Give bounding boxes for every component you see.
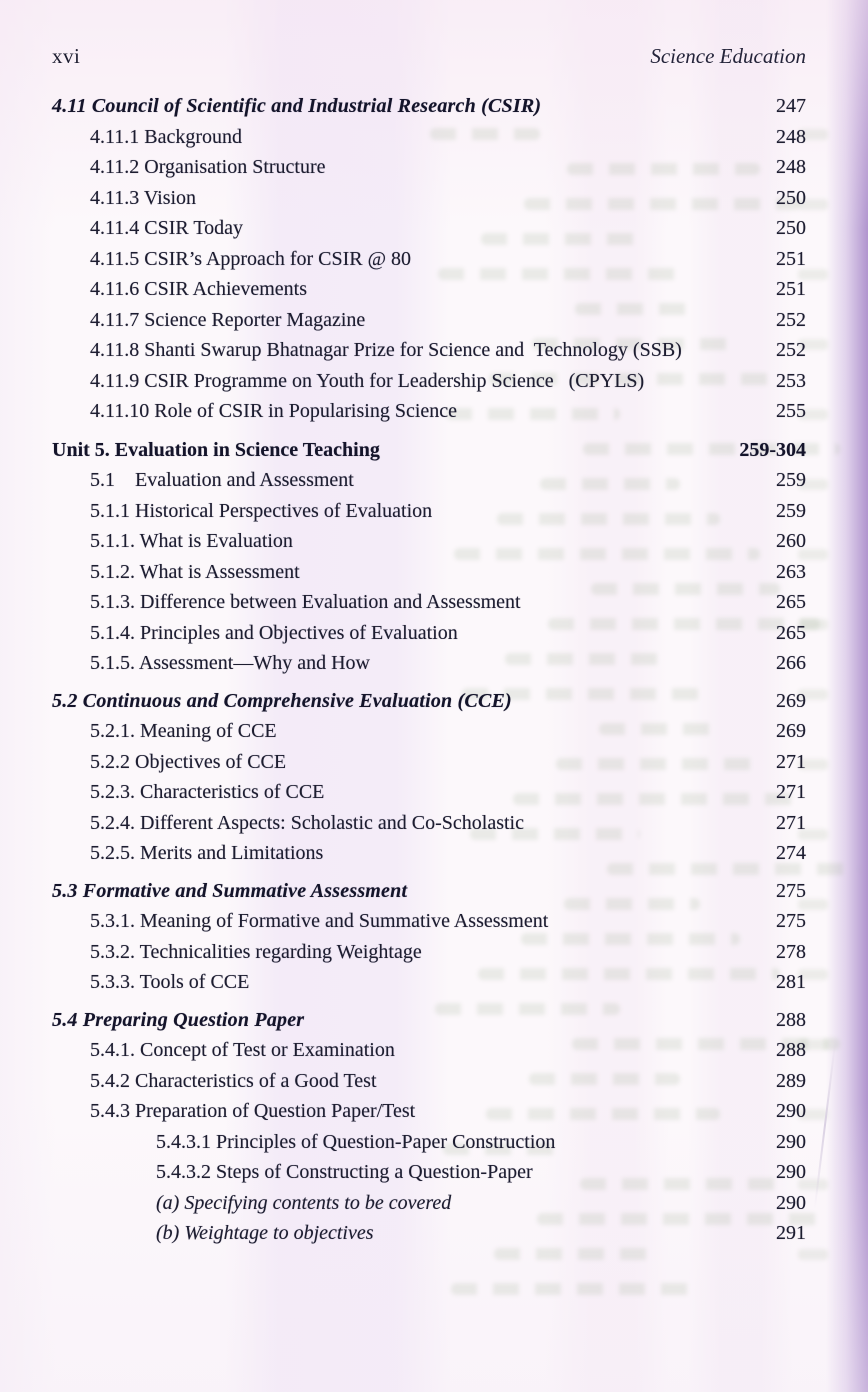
toc-entry-page-number: 290 (776, 1100, 806, 1122)
bleedthrough-line (494, 1248, 660, 1260)
toc-entry (52, 305, 806, 336)
toc-entry-title: 5.1.3. Difference between Evaluation and Assessment (90, 591, 521, 613)
toc-entry-page-number: 247 (776, 95, 806, 117)
toc-entry (52, 396, 806, 427)
toc-entry-page-number: 253 (776, 369, 806, 392)
toc-entry (52, 808, 806, 839)
toc-entry-page-number: 271 (776, 750, 806, 773)
toc-entry-page-number: 265 (776, 621, 806, 644)
toc-entry-page-number: 290 (776, 1191, 806, 1214)
toc-entry-title: 5.1.1 Historical Perspectives of Evaluation (90, 499, 433, 522)
toc-entry-title: 5.1.5. Assessment—Why and How (90, 652, 370, 674)
toc-entry-title: 5.3.3. Tools of CCE (90, 971, 250, 993)
toc-entry-title: 5.2.5. Merits and Limitations (90, 842, 324, 864)
toc-entry-title: (a) Specifying contents to be covered (156, 1191, 452, 1214)
toc-entry (52, 91, 806, 122)
toc-entry-title: 5.4 Preparing Question Paper (52, 1008, 305, 1031)
toc-entry (52, 1035, 806, 1066)
toc-entry (52, 648, 806, 679)
toc-entry (52, 747, 806, 778)
toc-entry-page-number: 255 (776, 400, 806, 422)
toc-entry-page-number: 269 (776, 689, 806, 712)
toc-entry (52, 465, 806, 496)
toc-entry-title: Unit 5. Evaluation in Science Teaching (52, 438, 380, 461)
toc-entry-page-number: 248 (776, 156, 806, 178)
toc-entry-title: 4.11.6 CSIR Achievements (90, 278, 308, 300)
toc-entry (52, 618, 806, 649)
toc-entry-page-number: 291 (776, 1222, 806, 1244)
toc-entry (52, 937, 806, 968)
bleedthrough-line (451, 1283, 700, 1295)
toc-entry (52, 1005, 806, 1036)
toc-entry-page-number: 290 (776, 1130, 806, 1153)
toc-entry-page-number: 251 (776, 278, 806, 300)
toc-entry-page-number: 250 (776, 217, 806, 239)
toc-entry-page-number: 259 (776, 499, 806, 522)
table-of-contents (52, 91, 806, 1249)
toc-entry (52, 587, 806, 618)
toc-entry-title: 5.2 Continuous and Comprehensive Evaluation (CCE) (52, 689, 512, 712)
toc-entry-page-number: 250 (776, 186, 806, 209)
scan-crease-artifact (814, 1041, 837, 1210)
toc-entry-page-number: 271 (776, 811, 806, 834)
toc-entry-title: 4.11.9 CSIR Programme on Youth for Leadership Science (CPYLS) (90, 369, 645, 392)
toc-entry (52, 274, 806, 305)
toc-entry-page-number: 269 (776, 720, 806, 742)
toc-entry-page-number: 278 (776, 940, 806, 963)
toc-entry (52, 213, 806, 244)
toc-entry (52, 435, 806, 466)
toc-entry (52, 244, 806, 275)
toc-entry-page-number: 289 (776, 1069, 806, 1092)
toc-entry-title: 5.4.3.1 Principles of Question-Paper Construction (156, 1130, 556, 1153)
toc-entry-page-number: 263 (776, 560, 806, 583)
toc-entry (52, 1127, 806, 1158)
page-number-folio: xvi (52, 44, 81, 68)
toc-entry-title: 5.3.2. Technicalities regarding Weightage (90, 940, 422, 963)
toc-entry (52, 152, 806, 183)
toc-entry-title: 5.1 Evaluation and Assessment (90, 469, 354, 491)
toc-entry-page-number: 252 (776, 339, 806, 361)
page-header (52, 44, 806, 69)
toc-entry-page-number: 281 (776, 971, 806, 993)
toc-entry-title: 5.1.1. What is Evaluation (90, 530, 293, 552)
toc-entry (52, 366, 806, 397)
toc-entry (52, 906, 806, 937)
toc-entry-page-number: 274 (776, 842, 806, 864)
toc-entry (52, 557, 806, 588)
toc-entry-title: 4.11.5 CSIR’s Approach for CSIR @ 80 (90, 247, 412, 270)
toc-entry (52, 716, 806, 747)
toc-entry-title: 5.2.4. Different Aspects: Scholastic and Co-Scholastic (90, 811, 524, 834)
toc-entry-page-number: 252 (776, 308, 806, 331)
toc-entry (52, 967, 806, 998)
toc-entry-page-number: 271 (776, 781, 806, 803)
toc-entry-title: 4.11.3 Vision (90, 186, 197, 209)
toc-entry-page-number: 260 (776, 530, 806, 552)
running-head-title: Science Education (650, 44, 806, 68)
toc-entry-title: 5.4.3.2 Steps of Constructing a Question-Paper (156, 1161, 533, 1183)
toc-entry-page-number: 259 (776, 469, 806, 491)
toc-entry-title: 4.11.7 Science Reporter Magazine (90, 308, 366, 331)
toc-entry (52, 686, 806, 717)
toc-entry (52, 335, 806, 366)
toc-entry-title: 5.2.1. Meaning of CCE (90, 720, 277, 742)
toc-entry-page-number: 275 (776, 910, 806, 932)
toc-entry-title: 5.2.3. Characteristics of CCE (90, 781, 325, 803)
toc-entry (52, 496, 806, 527)
toc-entry (52, 183, 806, 214)
toc-entry-title: 4.11.2 Organisation Structure (90, 156, 326, 178)
toc-entry-page-number: 275 (776, 879, 806, 902)
toc-entry-page-number: 248 (776, 125, 806, 148)
toc-entry (52, 876, 806, 907)
toc-entry (52, 838, 806, 869)
toc-entry-title: 4.11.1 Background (90, 125, 243, 148)
toc-entry (52, 1096, 806, 1127)
toc-entry-title: 4.11.4 CSIR Today (90, 217, 244, 239)
toc-entry-title: 4.11.10 Role of CSIR in Popularising Science (90, 400, 458, 422)
toc-entry-title: 4.11 Council of Scientific and Industrial Research (CSIR) (52, 95, 542, 117)
toc-entry-page-number: 266 (776, 652, 806, 674)
toc-entry (52, 526, 806, 557)
toc-entry-page-number: 290 (776, 1161, 806, 1183)
toc-entry-page-number: 288 (776, 1039, 806, 1061)
toc-entry (52, 1218, 806, 1249)
bleedthrough-page-number (798, 1249, 828, 1260)
toc-entry-page-number: 288 (776, 1008, 806, 1031)
toc-entry-title: 5.4.1. Concept of Test or Examination (90, 1039, 395, 1061)
toc-entry-title: 5.4.3 Preparation of Question Paper/Test (90, 1100, 416, 1122)
toc-entry (52, 1188, 806, 1219)
toc-entry-title: 5.2.2 Objectives of CCE (90, 750, 287, 773)
toc-entry-title: 4.11.8 Shanti Swarup Bhatnagar Prize for Science and Technology (SSB) (90, 339, 682, 361)
toc-entry (52, 1157, 806, 1188)
toc-entry-page-number: 259-304 (739, 438, 806, 461)
toc-entry (52, 777, 806, 808)
toc-entry (52, 1066, 806, 1097)
toc-entry (52, 122, 806, 153)
toc-entry-page-number: 251 (776, 247, 806, 270)
toc-entry-title: 5.3 Formative and Summative Assessment (52, 879, 408, 902)
toc-entry-title: 5.1.2. What is Assessment (90, 560, 300, 583)
toc-entry-title: 5.4.2 Characteristics of a Good Test (90, 1069, 377, 1092)
toc-entry-title: 5.3.1. Meaning of Formative and Summative Assessment (90, 910, 549, 932)
toc-entry-title: 5.1.4. Principles and Objectives of Evaluation (90, 621, 458, 644)
toc-entry-page-number: 265 (776, 591, 806, 613)
toc-entry-title: (b) Weightage to objectives (156, 1222, 374, 1244)
